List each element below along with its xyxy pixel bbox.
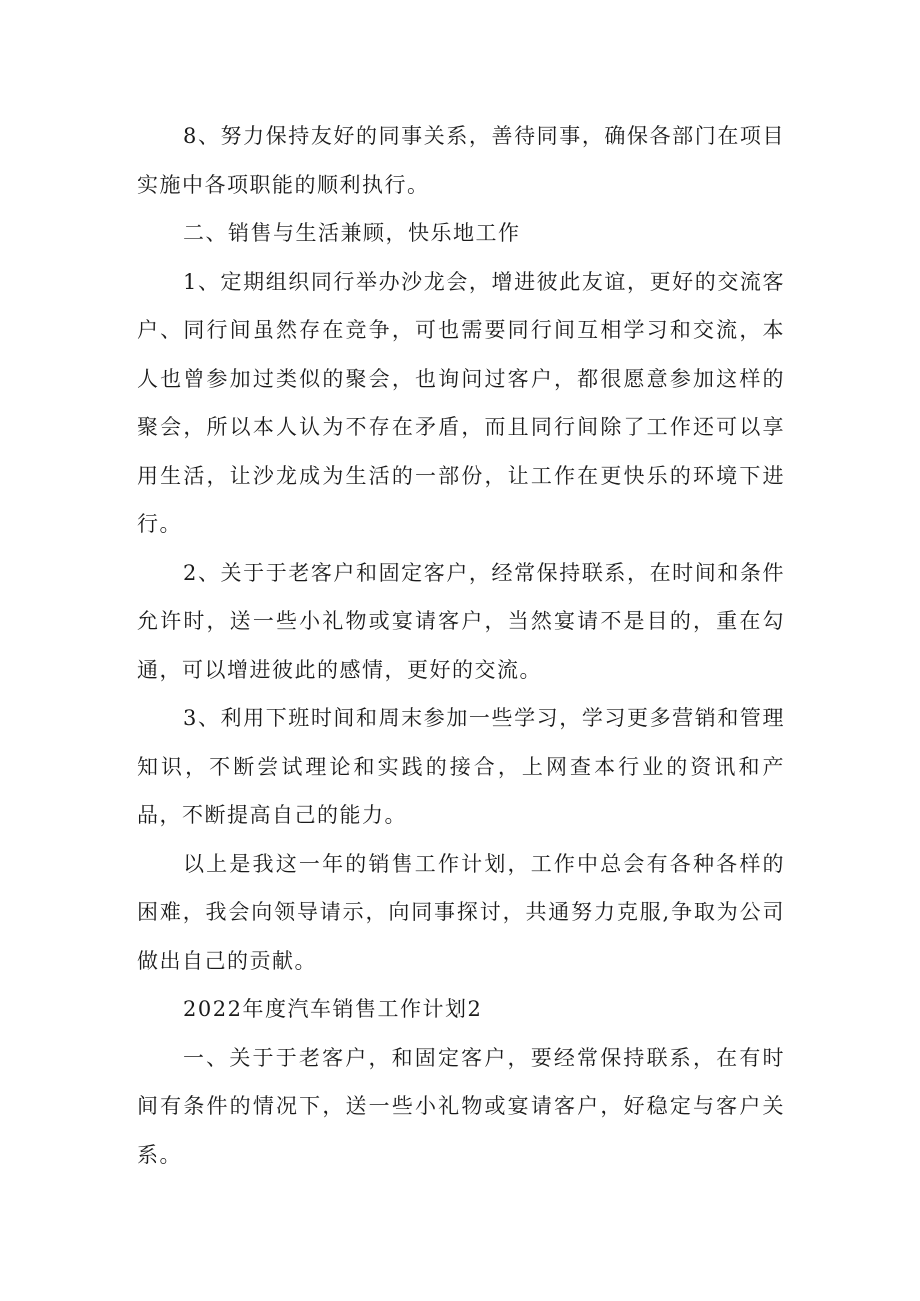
paragraph-item-1: 1、定期组织同行举办沙龙会，增进彼此友谊，更好的交流客户、同行间虽然存在竞争，可也需要同行间互相学习和交流，本人也曾参加过类似的聚会，也询问过客户，都很愿意参加这样的聚会，所以本人认为不存在矛盾，而且同行间除了工作还可以享用生活，让沙龙成为生活的一部份，让工作在更快乐的环境下进行。 bbox=[137, 269, 785, 536]
document-body bbox=[137, 112, 785, 1179]
summary-paragraph: 以上是我这一年的销售工作计划，工作中总会有各种各样的困难，我会向领导请示，向同事探讨，共通努力克服,争取为公司做出自己的贡献。 bbox=[137, 851, 785, 973]
paragraph-item-8: 8、努力保持友好的同事关系，善待同事，确保各部门在项目实施中各项职能的顺利执行。 bbox=[137, 124, 785, 197]
paragraph-item-3: 3、利用下班时间和周末参加一些学习，学习更多营销和管理知识，不断尝试理论和实践的接合，上网查本行业的资讯和产品，不断提高自己的能力。 bbox=[137, 706, 785, 827]
paragraph-item-2: 2、关于于老客户和固定客户，经常保持联系，在时间和条件允许时，送一些小礼物或宴请客户，当然宴请不是目的，重在勾通，可以增进彼此的感情，更好的交流。 bbox=[137, 560, 785, 682]
plan-section-1: 一、关于于老客户，和固定客户，要经常保持联系，在有时间有条件的情况下，送一些小礼物或宴请客户，好稳定与客户关系。 bbox=[137, 1045, 785, 1167]
plan-title: 2022年度汽车销售工作计划2 bbox=[183, 997, 483, 1021]
section-heading-2: 二、销售与生活兼顾，快乐地工作 bbox=[183, 221, 521, 245]
